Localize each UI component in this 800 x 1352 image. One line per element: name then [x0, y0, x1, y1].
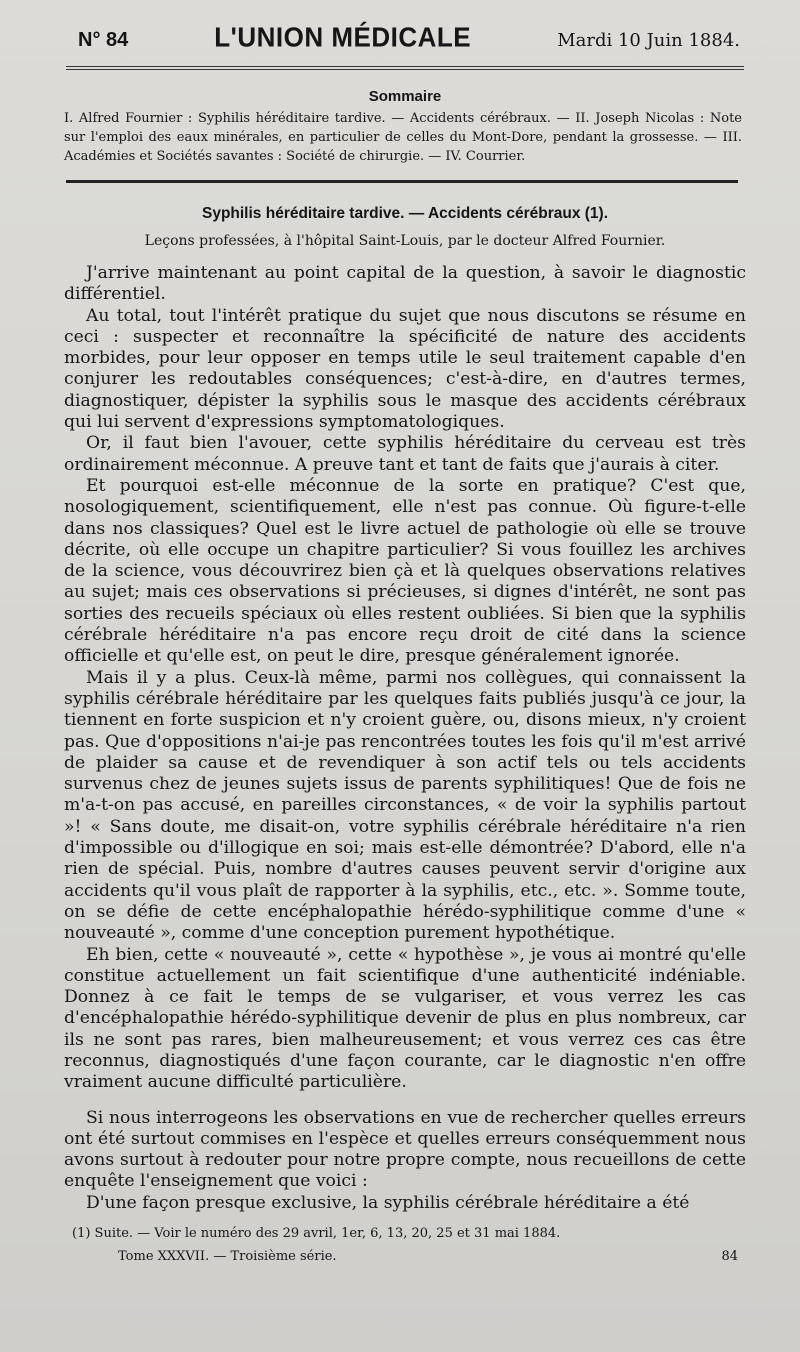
journal-title: L'UNION MÉDICALE [214, 20, 472, 54]
footnote: (1) Suite. — Voir le numéro des 29 avril, 1er, 6, 13, 20, 25 et 31 mai 1884. [72, 1226, 561, 1242]
masthead-rule [66, 66, 744, 70]
paragraph: Or, il faut bien l'avouer, cette syphilis héréditaire du cerveau est très ordinairement méconnue. A preuve tant et tant de faits que j'aurais à citer. [64, 433, 746, 475]
issue-date: Mardi 10 Juin 1884. [557, 30, 740, 51]
volume-info: Tome XXXVII. — Troisième série. [118, 1249, 337, 1265]
page-footer [58, 1241, 752, 1264]
paragraph: Eh bien, cette « nouveauté », cette « hypothèse », je vous ai montré qu'elle constitue actuellement un fait scientifique d'une authenticité indéniable. Donnez à ce fait le temps de se vulgariser, et vous verrez les cas d'encéphalopathie hérédo-syphilitique devenir de plus en plus nombreux, car ils ne sont pas rares, bien malheureusement; et vous verrez ces cas être reconnus, diagnostiqués d'une façon courante, car le diagnostic n'en offre vraiment aucune difficulté particulière. [64, 944, 746, 1093]
summary-rule [66, 180, 738, 183]
paragraph: Au total, tout l'intérêt pratique du sujet que nous discutons se résume en ceci : suspecter et reconnaître la spécificité de nature des accidents morbides, pour leur opposer en temps utile le seul traitement capable d'en conjurer les redoutables conséquences; c'est-à-dire, en d'autres termes, diagnostiquer, dépister la syphilis sous le masque des accidents cérébraux qui lui servent d'expressions symptomatologiques. [64, 305, 746, 433]
page-number: 84 [721, 1249, 738, 1265]
summary-text: I. Alfred Fournier : Syphilis héréditaire tardive. — Accidents cérébraux. — II. Joseph Nicolas : Note sur l'emploi des eaux minérales, en particulier de celles du Mont-Dore, pendant la grossesse. — III. Académies et Sociétés savantes : Société de chirurgie. — IV. Courrier. [64, 111, 742, 164]
article-body [58, 263, 752, 1214]
paragraph: Et pourquoi est-elle méconnue de la sorte en pratique? C'est que, nosologiquement, scientifiquement, elle n'est pas connue. Où figure-t-elle dans nos classiques? Quel est le livre actuel de pathologie où elle se trouve décrite, où elle occupe un chapitre particulier? Si vous fouillez les archives de la science, vous découvrirez bien çà et là quelques observations relatives au sujet; mais ces observations si précieuses, si dignes d'intérêt, ne sont pas sorties des recueils spéciaux où elles restent oubliées. Si bien que la syphilis cérébrale héréditaire n'a pas encore reçu droit de cité dans la science officielle et qu'elle est, on peut le dire, presque généralement ignorée. [64, 475, 746, 667]
article-subtitle: Leçons professées, à l'hôpital Saint-Louis, par le docteur Alfred Fournier. [144, 233, 666, 249]
paragraph: D'une façon presque exclusive, la syphilis cérébrale héréditaire a été [86, 1192, 690, 1213]
paragraph: Si nous interrogeons les observations en vue de rechercher quelles erreurs ont été surtout commises en l'espèce et quelles erreurs conséquemment nous avons surtout à redouter pour notre propre compte, nous recueillons de cette enquête l'enseignement que voici : [64, 1107, 746, 1192]
summary-heading: Sommaire [368, 88, 442, 105]
article-title: Syphilis héréditaire tardive. — Accidents cérébraux (1). [201, 205, 609, 222]
paragraph: Mais il y a plus. Ceux-là même, parmi nos collègues, qui connaissent la syphilis cérébrale héréditaire par les quelques faits publiés jusqu'à ce jour, la tiennent en forte suspicion et n'y croient guère, ou, disons mieux, n'y croient pas. Que d'oppositions n'ai-je pas rencontrées toutes les fois qu'il m'est arrivé de plaider sa cause et de revendiquer à son actif tels ou tels accidents survenus chez de jeunes sujets issus de parents syphilitiques! Que de fois ne m'a-t-on pas accusé, en pareilles circonstances, « de voir la syphilis partout »! « Sans doute, me disait-on, votre syphilis cérébrale héréditaire n'a rien d'impossible ou d'illogique en soi; mais est-elle démontrée? D'abord, elle n'a rien de spécial. Puis, nombre d'autres causes peuvent servir d'origine aux accidents qu'il vous plaît de rapporter à la syphilis, etc., etc. ». Somme toute, on se défie de cette encéphalopathie hérédo-syphilitique comme d'une « nouveauté », comme d'une conception purement hypothétique. [64, 667, 746, 944]
paragraph: J'arrive maintenant au point capital de la question, à savoir le diagnostic différentiel. [64, 263, 746, 305]
issue-number: N° 84 [78, 29, 129, 51]
masthead [58, 22, 752, 60]
